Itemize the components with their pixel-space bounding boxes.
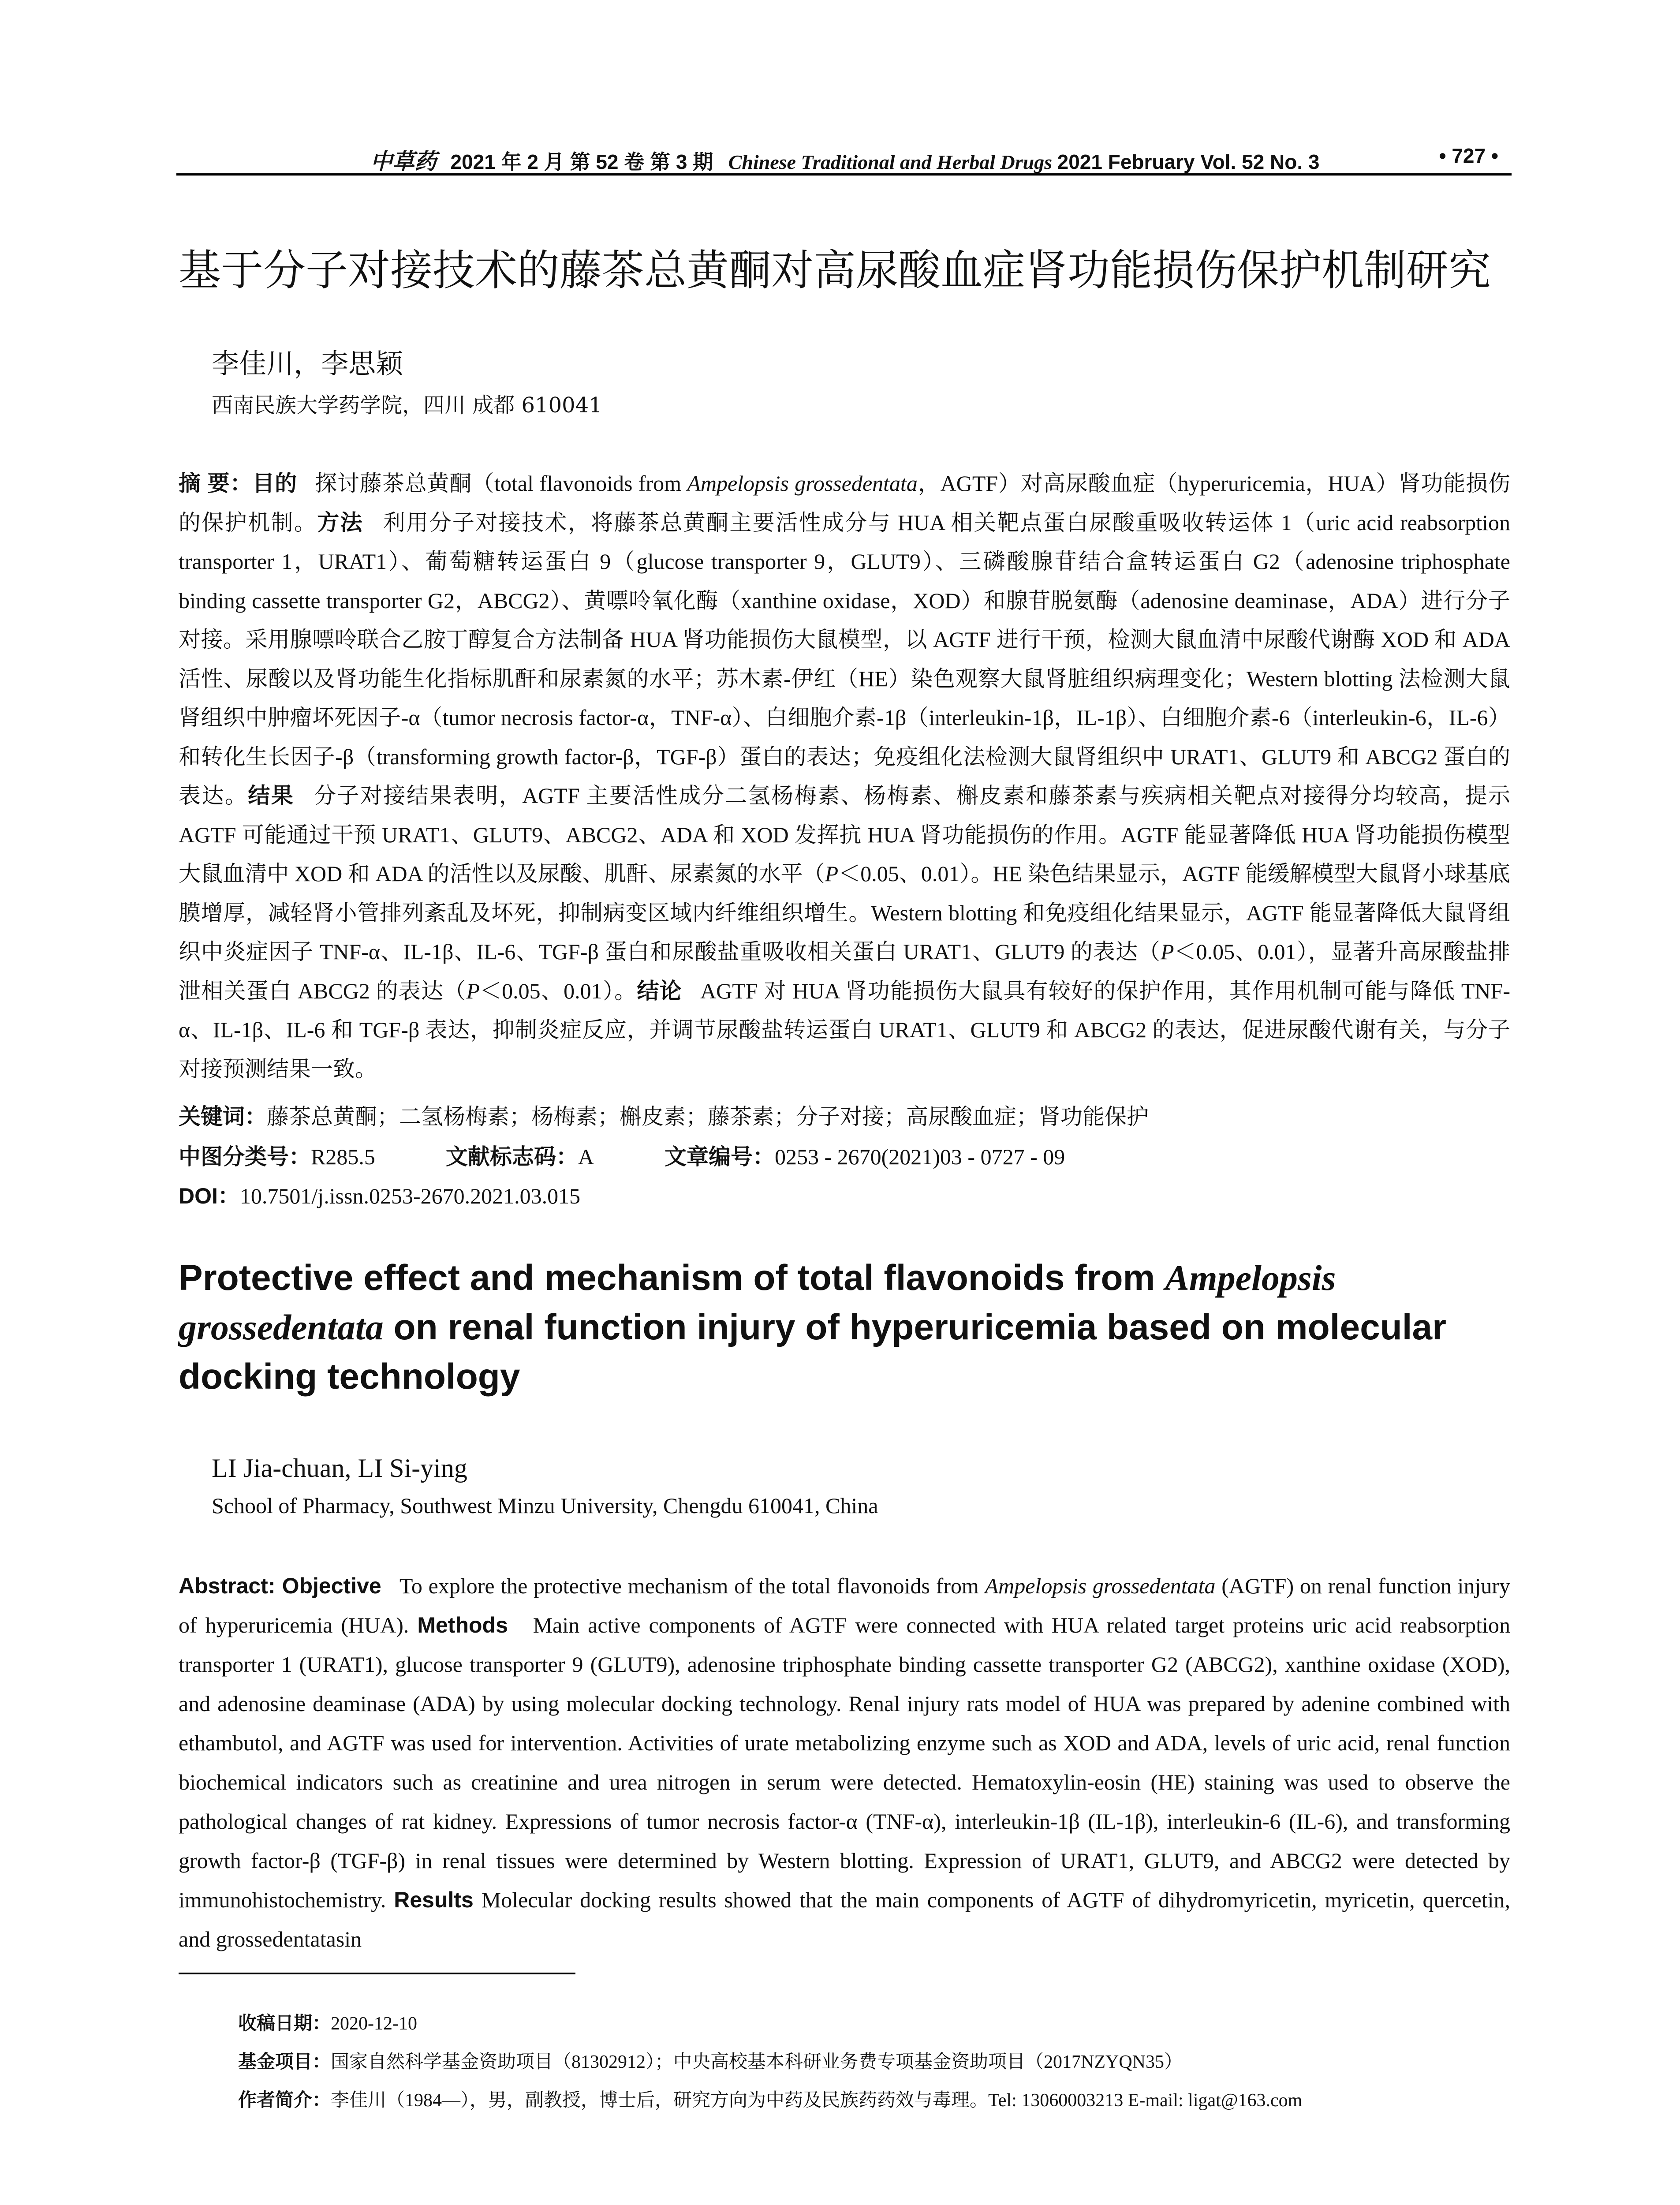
doc-code-label: 文献标志码： xyxy=(445,1144,578,1169)
conclusion-text-cn: AGTF 对 HUA 肾功能损伤大鼠具有较好的保护作用，其作用机制可能与降低 TNF-α、IL-1β、IL-6 和 TGF-β 表达，抑制炎症反应，并调节尿酸盐转运蛋白 URAT1、GLUT9 和 ABCG2 的表达，促进尿酸代谢有关，与分子对接预测结果一致。 xyxy=(179,978,1511,1081)
p-value-symbol: P xyxy=(1161,939,1174,964)
funding-text: 国家自然科学基金资助项目（81302912）；中央高校基本科研业务费专项基金资助项目（2017NZYQN35） xyxy=(331,2052,1183,2072)
page-number: • 727 • xyxy=(1439,144,1498,167)
article-title-en xyxy=(179,1253,1510,1401)
abstract-label-en: Abstract: Objective xyxy=(179,1573,381,1598)
conclusion-label-cn: 结论 xyxy=(637,978,682,1003)
author-bio-text: 李佳川（1984—），男，副教授，博士后，研究方向为中药及民族药药效与毒理。Tel: 13060003213 E-mail: ligat@163.com xyxy=(331,2090,1303,2111)
article-title-cn: 基于分子对接技术的藤茶总黄酮对高尿酸血症肾功能损伤保护机制研究 xyxy=(179,246,1491,295)
running-header xyxy=(176,140,1512,176)
title-en-species: Ampelopsis grossedentata xyxy=(179,1258,1336,1347)
results-label-cn: 结果 xyxy=(248,783,295,808)
issue-cn: 2021 年 2 月 第 52 卷 第 3 期 xyxy=(450,150,713,173)
doi-value: 10.7501/j.issn.0253-2670.2021.03.015 xyxy=(239,1184,581,1208)
affiliation-en: School of Pharmacy, Southwest Minzu University, Chengdu 610041, China xyxy=(212,1493,878,1518)
results-label-en: Results xyxy=(394,1887,474,1912)
objective-text-cn-2: ，AGTF）对高尿酸血症（hyperuricemia，HUA）肾功能损伤的保护机制。 xyxy=(179,471,1510,535)
authors-en: LI Jia-chuan, LI Si-ying xyxy=(212,1454,467,1483)
footnote-received xyxy=(238,2009,417,2035)
results-text-en: Molecular docking results showed that the main components of AGTF of dihydromyricetin, myricetin, quercetin, and grossedentatasin xyxy=(179,1887,1511,1951)
p-value-symbol: P xyxy=(825,861,839,886)
objective-text-en-2: (AGTF) on renal function injury of hyperuricemia (HUA). xyxy=(179,1573,1510,1637)
title-en-part2: on renal function injury of hyperuricemia based on molecular docking technology xyxy=(179,1307,1447,1397)
results-text-cn: 分子对接结果表明，AGTF 主要活性成分二氢杨梅素、杨梅素、槲皮素和藤茶素与疾病相关靶点对接得分均较高，提示 AGTF 可能通过干预 URAT1、GLUT9、ABCG2、ADA 和 XOD 发挥抗 HUA 肾功能损伤的作用。AGTF 能显著降低 HUA 肾功能损伤模型大鼠血清中 XOD 和 ADA 的活性以及尿酸、肌酐、尿素氮的水平（ xyxy=(179,783,1511,886)
abstract-en xyxy=(179,1566,1510,1959)
received-label: 收稿日期： xyxy=(238,2013,331,2033)
doi-label: DOI： xyxy=(179,1184,240,1208)
journal-issue-line xyxy=(370,144,1319,176)
objective-text-en: To explore the protective mechanism of the total flavonoids from xyxy=(399,1573,985,1598)
methods-text-en: Main active components of AGTF were connected with HUA related target proteins uric acid reabsorption transporter 1 (URAT1), glucose transporter 9 (GLUT9), adenosine triphosphate binding cassette transporter G2 (ABCG2), xanthine oxidase (XOD), and adenosine deaminase (ADA) by using molecular docking technology. Renal injury rats model of HUA was prepared by adenine combined with ethambutol, and AGTF was used for intervention. Activities of urate metabolizing enzyme such as XOD and ADA, levels of uric acid, renal function biochemical indicators such as creatinine and urea nitrogen in serum were detected. Hematoxylin-eosin (HE) staining was used to observe the pathological changes of rat kidney. Expressions of tumor necrosis factor-α (TNF-α), interleukin-1β (IL-1β), interleukin-6 (IL-6), and transforming growth factor-β (TGF-β) in renal tissues were determined by Western blotting. Expression of URAT1, GLUT9, and ABCG2 were detected by immunohistochemistry. xyxy=(179,1613,1511,1912)
clc-label: 中图分类号： xyxy=(179,1144,311,1169)
issue-en: 2021 February Vol. 52 No. 3 xyxy=(1057,150,1320,173)
received-date: 2020-12-10 xyxy=(331,2014,417,2034)
abstract-cn xyxy=(179,464,1510,1134)
objective-text-cn: 探讨藤茶总黄酮（total flavonoids from xyxy=(315,471,687,496)
doi-line xyxy=(179,1178,580,1210)
funding-label: 基金项目： xyxy=(238,2051,331,2072)
objective-label-cn: 目的 xyxy=(252,471,298,496)
doc-code-value: A xyxy=(578,1144,594,1169)
methods-text-cn: 利用分子对接技术，将藤茶总黄酮主要活性成分与 HUA 相关靶点蛋白尿酸重吸收转运体 1（uric acid reabsorption transporter 1，URAT1）、葡萄糖转运蛋白 9（glucose transporter 9，GLUT9）、三磷酸腺苷结合盒转运蛋白 G2（adenosine triphosphate binding cassette transporter G2，ABCG2）、黄嘌呤氧化酶（xanthine oxidase，XOD）和腺苷脱氨酶（adenosine deaminase，ADA）进行分子对接。采用腺嘌呤联合乙胺丁醇复合方法制备 HUA 肾功能损伤大鼠模型，以 AGTF 进行干预，检测大鼠血清中尿酸代谢酶 XOD 和 ADA 活性、尿酸以及肾功能生化指标肌酐和尿素氮的水平；苏木素-伊红（HE）染色观察大鼠肾脏组织病理变化；Western blotting 法检测大鼠肾组织中肿瘤坏死因子-α（tumor necrosis factor-α，TNF-α）、白细胞介素-1β（interleukin-1β，IL-1β）、白细胞介素-6（interleukin-6，IL-6）和转化生长因子-β（transforming growth factor-β，TGF-β）蛋白的表达；免疫组化法检测大鼠肾组织中 URAT1、GLUT9 和 ABCG2 蛋白的表达。 xyxy=(179,510,1511,808)
clc-value: R285.5 xyxy=(311,1144,375,1169)
footnote-funding xyxy=(238,2047,1183,2074)
methods-label-en: Methods xyxy=(417,1613,508,1637)
results-text-cn-3: ＜0.05、0.01），显著升高尿酸盐排泄相关蛋白 ABCG2 的表达（ xyxy=(179,939,1511,1003)
article-number-value: 0253 - 2670(2021)03 - 0727 - 09 xyxy=(774,1144,1065,1169)
species-name-cn: Ampelopsis grossedentata xyxy=(687,471,918,496)
article-number-label: 文章编号： xyxy=(664,1144,775,1169)
methods-label-cn: 方法 xyxy=(317,510,364,535)
title-en-part1: Protective effect and mechanism of total flavonoids from xyxy=(179,1258,1165,1298)
results-text-cn-2: ＜0.05、0.01）。HE 染色结果显示，AGTF 能缓解模型大鼠肾小球基底膜增厚，减轻肾小管排列紊乱及坏死，抑制病变区域内纤维组织增生。Western blotting 和免疫组化结果显示，AGTF 能显著降低大鼠肾组织中炎症因子 TNF-α、IL-1β、IL-6、TGF-β 蛋白和尿酸盐重吸收相关蛋白 URAT1、GLUT9 的表达（ xyxy=(179,861,1511,964)
abstract-label-cn: 摘 要： xyxy=(179,471,253,496)
authors-cn: 李佳川，李思颖 xyxy=(212,348,403,380)
journal-name-en: Chinese Traditional and Herbal Drugs xyxy=(728,151,1053,173)
results-text-cn-4: ＜0.05、0.01）。 xyxy=(480,978,637,1003)
author-bio-label: 作者简介： xyxy=(238,2089,331,2110)
species-name-en: Ampelopsis grossedentata xyxy=(985,1573,1216,1598)
p-value-symbol: P xyxy=(466,978,480,1003)
keywords-value: 藤茶总黄酮；二氢杨梅素；杨梅素；槲皮素；藤茶素；分子对接；高尿酸血症；肾功能保护 xyxy=(267,1104,1149,1129)
affiliation-cn: 西南民族大学药学院，四川 成都 610041 xyxy=(212,393,602,418)
keywords-cn xyxy=(179,1099,1149,1131)
footnote-author-bio xyxy=(238,2085,1302,2112)
footnote-rule xyxy=(179,1973,575,1974)
header-rule xyxy=(176,173,1512,176)
classification-line xyxy=(179,1139,1065,1171)
journal-name-cn: 中草药 xyxy=(370,148,437,174)
keywords-label: 关键词： xyxy=(179,1104,267,1129)
